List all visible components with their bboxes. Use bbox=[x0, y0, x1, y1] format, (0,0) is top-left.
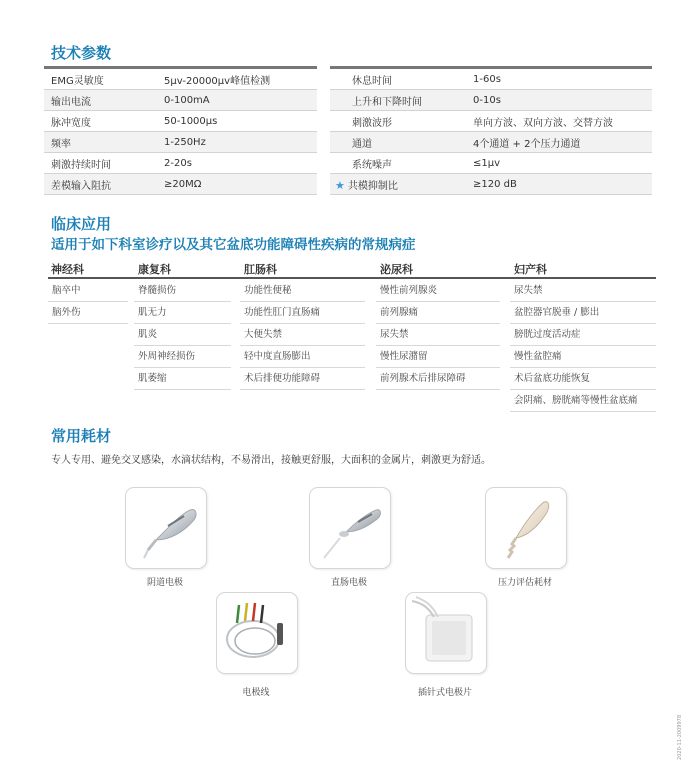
spec-value: 0-100mA bbox=[164, 90, 317, 111]
section-title-clinical: 临床应用 bbox=[51, 215, 112, 233]
spec-key: 通道 bbox=[330, 132, 473, 153]
clinical-column-rehab bbox=[134, 280, 231, 390]
condition-item: 大便失禁 bbox=[240, 324, 365, 346]
condition-item: 功能性便秘 bbox=[240, 280, 365, 302]
condition-item: 慢性盆腔痛 bbox=[510, 346, 656, 368]
spec-row bbox=[44, 174, 317, 195]
spec-key: 刺激持续时间 bbox=[44, 153, 164, 174]
condition-item: 脑卒中 bbox=[48, 280, 128, 302]
condition-item: 功能性肛门直肠痛 bbox=[240, 302, 365, 324]
section-subtitle-clinical: 适用于如下科室诊疗以及其它盆底功能障碍性疾病的常规病症 bbox=[51, 237, 416, 253]
spec-value: 1-250Hz bbox=[164, 132, 317, 153]
clinical-column-neuro bbox=[48, 280, 128, 324]
spec-value: 4个通道 + 2个压力通道 bbox=[473, 132, 652, 153]
spec-value: 50-1000μs bbox=[164, 111, 317, 132]
clinical-column-anorectal bbox=[240, 280, 365, 390]
section-title-consumables: 常用耗材 bbox=[51, 427, 112, 445]
side-print-code: 2020-11-2009978 bbox=[677, 715, 683, 760]
dept-header: 神经科 bbox=[51, 263, 84, 276]
product-caption: 直肠电极 bbox=[330, 578, 367, 588]
spec-value: 单向方波、双向方波、交替方波 bbox=[473, 111, 652, 132]
spec-row bbox=[44, 111, 317, 132]
star-icon: ★ bbox=[335, 178, 345, 192]
spec-key: EMG灵敏度 bbox=[44, 68, 164, 90]
spec-key: 上升和下降时间 bbox=[330, 90, 473, 111]
product-caption: 压力评估耗材 bbox=[497, 578, 552, 588]
spec-key: 差模输入阻抗 bbox=[44, 174, 164, 195]
condition-item: 尿失禁 bbox=[376, 324, 500, 346]
spec-row bbox=[44, 68, 317, 90]
condition-item: 前列腺术后排尿障碍 bbox=[376, 368, 500, 390]
condition-item: 会阴痛、膀胱痛等慢性盆底痛 bbox=[510, 390, 656, 412]
dept-header: 肛肠科 bbox=[244, 263, 277, 276]
spec-key: 脉冲宽度 bbox=[44, 111, 164, 132]
product-caption: 电极线 bbox=[242, 688, 270, 698]
spec-row bbox=[330, 153, 652, 174]
spec-key: 输出电流 bbox=[44, 90, 164, 111]
product-image-electrode-cable bbox=[216, 592, 298, 674]
spec-row bbox=[330, 111, 652, 132]
spec-value: ≤1μv bbox=[473, 153, 652, 174]
dept-header: 康复科 bbox=[138, 263, 171, 276]
condition-item: 膀胱过度活动症 bbox=[510, 324, 656, 346]
spec-value: 2-20s bbox=[164, 153, 317, 174]
product-image-electrode-pad bbox=[405, 592, 487, 674]
section-title-tech: 技术参数 bbox=[51, 44, 112, 62]
spec-row bbox=[330, 68, 652, 90]
condition-item: 轻中度直肠膨出 bbox=[240, 346, 365, 368]
condition-item: 脊髓损伤 bbox=[134, 280, 231, 302]
dept-header: 泌尿科 bbox=[380, 263, 413, 276]
spec-row bbox=[330, 174, 652, 195]
dept-header: 妇产科 bbox=[514, 263, 547, 276]
clinical-column-urology bbox=[376, 280, 500, 390]
condition-item: 外周神经损伤 bbox=[134, 346, 231, 368]
condition-item: 术后排便功能障碍 bbox=[240, 368, 365, 390]
spec-key: 共模抑制比 bbox=[347, 180, 398, 192]
spec-value: ≥120 dB bbox=[473, 174, 652, 195]
spec-value: 5μv-20000μv峰值检测 bbox=[164, 68, 317, 90]
condition-item: 脑外伤 bbox=[48, 302, 128, 324]
spec-key: 休息时间 bbox=[330, 68, 473, 90]
spec-value: 1-60s bbox=[473, 68, 652, 90]
spec-key: 频率 bbox=[44, 132, 164, 153]
product-image-rectal-electrode bbox=[309, 487, 391, 569]
condition-item: 前列腺痛 bbox=[376, 302, 500, 324]
product-image-vaginal-electrode bbox=[125, 487, 207, 569]
product-caption: 插针式电极片 bbox=[417, 688, 472, 698]
spec-row bbox=[44, 153, 317, 174]
spec-row bbox=[44, 132, 317, 153]
spec-key: 系统噪声 bbox=[330, 153, 473, 174]
condition-item: 尿失禁 bbox=[510, 280, 656, 302]
consumables-description: 专人专用、避免交叉感染，水滴状结构，不易滑出，接触更舒服，大面积的金属片，刺激更为舒适。 bbox=[51, 455, 491, 466]
condition-item: 术后盆底功能恢复 bbox=[510, 368, 656, 390]
condition-item: 慢性尿潴留 bbox=[376, 346, 500, 368]
product-caption: 阴道电极 bbox=[146, 578, 183, 588]
condition-item: 肌无力 bbox=[134, 302, 231, 324]
spec-row bbox=[44, 90, 317, 111]
condition-item: 肌炎 bbox=[134, 324, 231, 346]
clinical-column-obgyn bbox=[510, 280, 656, 412]
spec-table-right bbox=[330, 66, 652, 195]
condition-item: 慢性前列腺炎 bbox=[376, 280, 500, 302]
spec-row bbox=[330, 90, 652, 111]
condition-item: 盆腔器官脱垂 / 膨出 bbox=[510, 302, 656, 324]
spec-value: 0-10s bbox=[473, 90, 652, 111]
spec-table-left bbox=[44, 66, 317, 195]
spec-value: ≥20MΩ bbox=[164, 174, 317, 195]
condition-item: 肌萎缩 bbox=[134, 368, 231, 390]
spec-key: 刺激波形 bbox=[330, 111, 473, 132]
product-image-pressure-probe bbox=[485, 487, 567, 569]
clinical-header-row bbox=[48, 259, 656, 279]
spec-row bbox=[330, 132, 652, 153]
